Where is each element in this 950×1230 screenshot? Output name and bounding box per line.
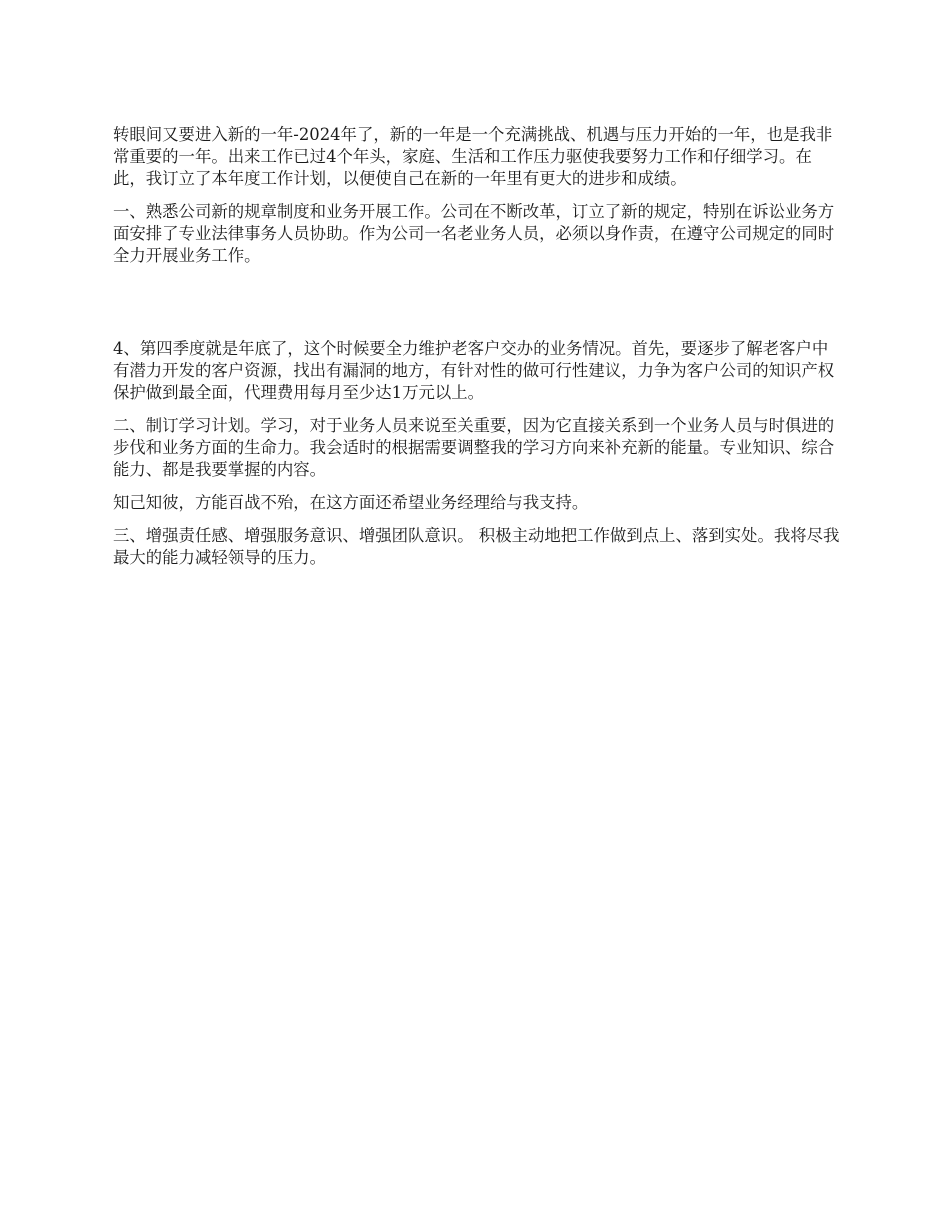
paragraph-know-yourself: 知己知彼，方能百战不殆，在这方面还希望业务经理给与我支持。	[113, 493, 589, 512]
paragraph-fourth-quarter: 4、第四季度就是年底了，这个时候要全力维护老客户交办的业务情况。首先，要逐步了解老客户中有潜力开发的客户资源，找出有漏洞的地方，有针对性的做可行性建议，力争为客户公司的知识产权保护做到最全面，代理费用每月至少达1万元以上。	[113, 339, 835, 402]
paragraph-intro: 转眼间又要进入新的一年-2024年了，新的一年是一个充满挑战、机遇与压力开始的一年，也是我非常重要的一年。出来工作已过4个年头，家庭、生活和工作压力驱使我要努力工作和仔细学习。在此，我订立了本年度工作计划，以便使自己在新的一年里有更大的进步和成绩。	[113, 125, 833, 188]
paragraph-section-two: 二、制订学习计划。学习，对于业务人员来说至关重要，因为它直接关系到一个业务人员与时俱进的步伐和业务方面的生命力。我会适时的根据需要调整我的学习方向来补充新的能量。专业知识、综合能力、都是我要掌握的内容。	[113, 416, 835, 479]
paragraph-section-three: 三、增强责任感、增强服务意识、增强团队意识。 积极主动地把工作做到点上、落到实处。我将尽我最大的能力减轻领导的压力。	[113, 526, 840, 567]
paragraph-section-one: 一、熟悉公司新的规章制度和业务开展工作。公司在不断改革，订立了新的规定，特别在诉讼业务方面安排了专业法律事务人员协助。作为公司一名老业务人员，必须以身作责，在遵守公司规定的同时全力开展业务工作。	[113, 202, 835, 265]
document-body	[113, 124, 843, 580]
